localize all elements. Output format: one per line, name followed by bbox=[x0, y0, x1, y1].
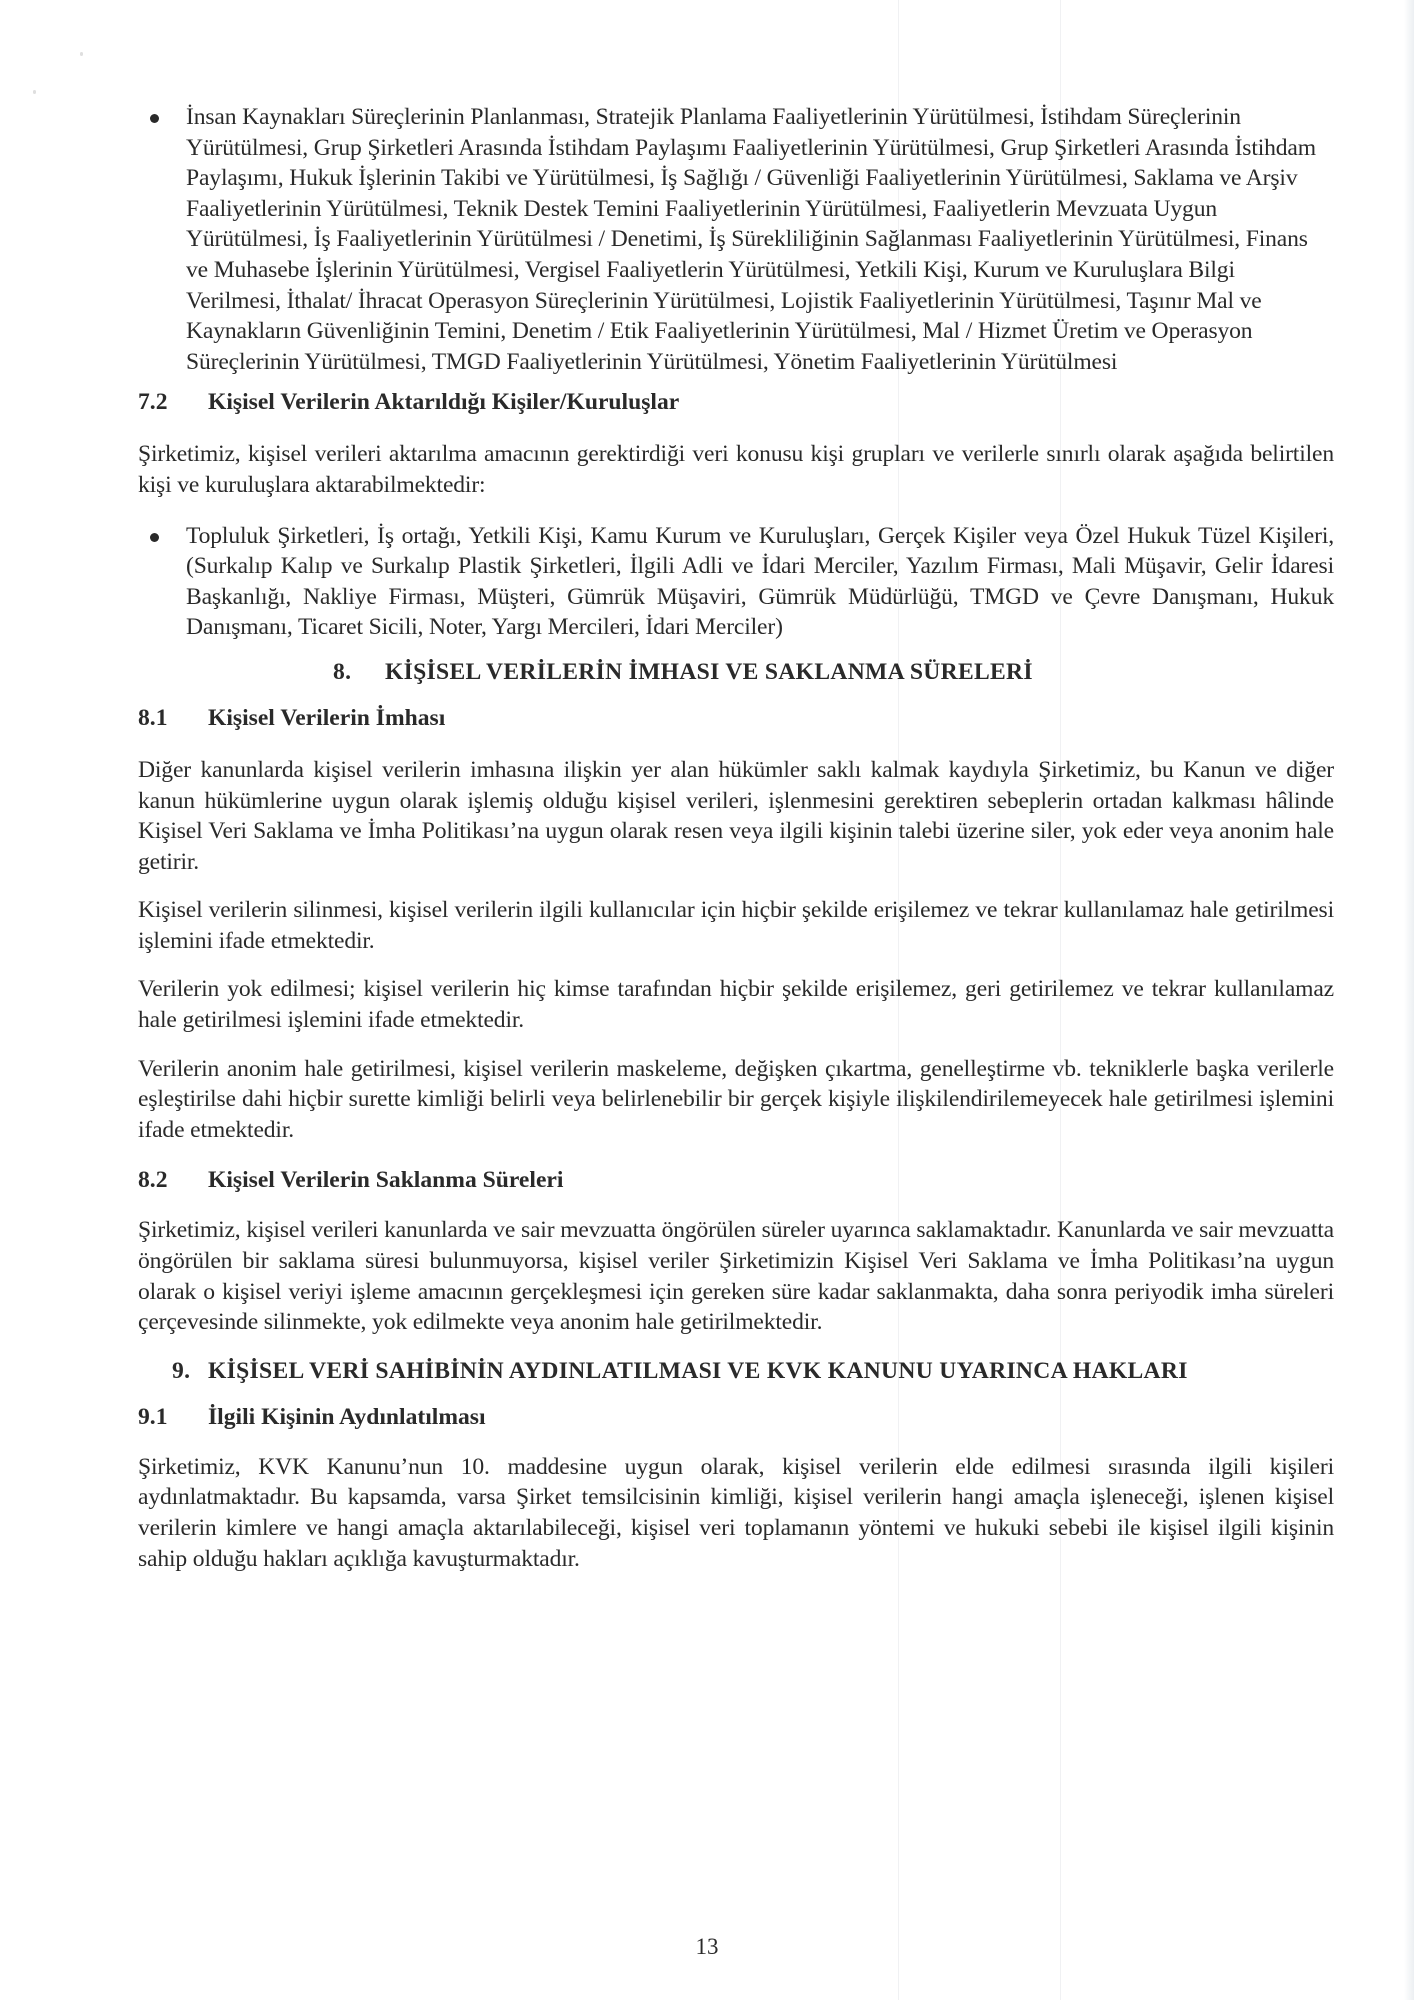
section-number: 8.2 bbox=[138, 1167, 168, 1194]
recipients-bullet-item bbox=[138, 521, 1334, 643]
purpose-bullet-text: İnsan Kaynakları Süreçlerinin Planlanması, Stratejik Planlama Faaliyetlerinin Yürütülmesi, İstihdam Süreçlerinin Yürütülmesi, Grup Şirketleri Arasında İstihdam Paylaşımı Faaliyetlerinin Yürütülmesi, Grup Şirketleri Arasında İstihdam Paylaşımı, Hukuk İşlerinin Takibi ve Yürütülmesi, İş Sağlığı / Güvenliği Faaliyetlerinin Yürütülmesi, Saklama ve Arşiv Faaliyetlerinin Yürütülmesi, Teknik Destek Temini Faaliyetlerinin Yürütülmesi, Faaliyetlerin Mevzuata Uygun Yürütülmesi, İş Faaliyetlerinin Yürütülmesi / Denetimi, İş Sürekliliğinin Sağlanması Faaliyetlerinin Yürütülmesi, Finans ve Muhasebe İşlerinin Yürütülmesi, Vergisel Faaliyetlerin Yürütülmesi, Yetkili Kişi, Kurum ve Kuruluşlara Bilgi Verilmesi, İthalat/ İhracat Operasyon Süreçlerinin Yürütülmesi, Lojistik Faaliyetlerinin Yürütülmesi, Taşınır Mal ve Kaynakların Güvenliğinin Temini, Denetim / Etik Faaliyetlerinin Yürütülmesi, Mal / Hizmet Üretim ve Operasyon Süreçlerinin Yürütülmesi, TMGD Faaliyetlerinin Yürütülmesi, Yönetim Faaliyetlerinin Yürütülmesi bbox=[186, 104, 1316, 375]
paragraph: Verilerin yok edilmesi; kişisel verilerin hiç kimse tarafından hiçbir şekilde erişilemez, geri getirilemez ve tekrar kullanılamaz hale getirilmesi işlemini ifade etmektedir. bbox=[138, 976, 1334, 1034]
section-9-1-heading bbox=[138, 1402, 1334, 1432]
page-number: 13 bbox=[695, 1934, 719, 1959]
paragraph: Kişisel verilerin silinmesi, kişisel verilerin ilgili kullanıcılar için hiçbir şekilde erişilemez ve tekrar kullanılamaz hale getirilmesi işlemini ifade etmektedir. bbox=[138, 897, 1334, 954]
section-title: Kişisel Verilerin Saklanma Süreleri bbox=[208, 1167, 564, 1194]
section-9-heading bbox=[138, 1356, 1334, 1386]
document-body bbox=[138, 100, 1334, 1574]
section-title: İlgili Kişinin Aydınlatılması bbox=[208, 1403, 486, 1430]
section-title: KİŞİSEL VERİ SAHİBİNİN AYDINLATILMASI VE KVK KANUNU UYARINCA HAKLARI bbox=[208, 1357, 1188, 1384]
bullet-icon bbox=[150, 533, 159, 542]
bullet-icon bbox=[150, 114, 159, 123]
section-number: 9. bbox=[172, 1357, 191, 1384]
page-edge-shadow bbox=[1404, 0, 1414, 2000]
paragraph: Şirketimiz, KVK Kanunu’nun 10. maddesine uygun olarak, kişisel verilerin elde edilmesi sırasında ilgili kişileri aydınlatmaktadır. Bu kapsamda, varsa Şirket temsilcisinin kimliği, kişisel verilerin hangi amaçla işleneceği, işlenen kişisel verilerin kimlere ve hangi amaçla aktarılabileceği, kişisel veri toplamanın yöntemi ve hukuki sebebi ile kişisel ilgili kişinin sahip olduğu hakları açıklığa kavuşturmaktadır. bbox=[138, 1453, 1334, 1572]
section-number: 8.1 bbox=[138, 704, 168, 731]
section-7-2-intro: Şirketimiz, kişisel verileri aktarılma amacının gerektirdiği veri konusu kişi grupları ve verilerle sınırlı olarak aşağıda belirtilen kişi ve kuruluşlara aktarabilmektedir: bbox=[138, 441, 1334, 498]
paragraph: Şirketimiz, kişisel verileri kanunlarda ve sair mevzuatta öngörülen süreler uyarınca saklamaktadır. Kanunlarda ve sair mevzuatta öngörülen bir saklama süresi bulunmuyorsa, kişisel veriler Şirketimizin Kişisel Veri Saklama ve İmha Politikası’na uygun olarak o kişisel veriyi işleme amacının gerçekleşmesi için gereken süre kadar saklanmakta, daha sonra periyodik imha süreleri çerçevesinde silinmekte, yok edilmekte veya anonim hale getirilmektedir. bbox=[138, 1217, 1334, 1336]
section-title: Kişisel Verilerin İmhası bbox=[208, 704, 446, 731]
section-title: Kişisel Verilerin Aktarıldığı Kişiler/Kuruluşlar bbox=[208, 389, 680, 416]
paragraph: Diğer kanunlarda kişisel verilerin imhasına ilişkin yer alan hükümler saklı kalmak kaydıyla Şirketimiz, bu Kanun ve diğer kanun hükümlerine uygun olarak işlemiş olduğu kişisel verileri, işlenmesini gerektiren sebeplerin ortadan kalkması hâlinde Kişisel Veri Saklama ve İmha Politikası’na uygun olarak resen veya ilgili kişinin talebi üzerine siler, yok eder veya anonim hale getirir. bbox=[138, 756, 1334, 875]
section-number: 7.2 bbox=[138, 389, 168, 416]
recipients-bullet-text: Topluluk Şirketleri, İş ortağı, Yetkili Kişi, Kamu Kurum ve Kuruluşları, Gerçek Kişiler veya Özel Hukuk Tüzel Kişileri, (Surkalıp Kalıp ve Surkalıp Plastik Şirketleri, İlgili Adli ve İdari Merciler, Yazılım Firması, Mali Müşavir, Gelir İdaresi Başkanlığı, Nakliye Firması, Müşteri, Gümrük Müşaviri, Gümrük Müdürlüğü, TMGD ve Çevre Danışmanı, Hukuk Danışmanı, Ticaret Sicili, Noter, Yargı Mercileri, İdari Merciler) bbox=[186, 522, 1334, 641]
section-8-2-heading bbox=[138, 1165, 1334, 1195]
section-8-heading bbox=[138, 657, 1334, 687]
section-title: KİŞİSEL VERİLERİN İMHASI VE SAKLANMA SÜRELERİ bbox=[385, 658, 1033, 685]
scan-speck bbox=[33, 90, 36, 94]
section-number: 8. bbox=[333, 658, 352, 685]
paragraph: Verilerin anonim hale getirilmesi, kişisel verilerin maskeleme, değişken çıkartma, genelleştirme vb. tekniklerle başka verilerle eşleştirilse dahi hiçbir surette kimliği belirli veya belirlenebilir bir gerçek kişiyle ilişkilendirilemeyecek hale getirilmesi işlemini ifade etmektedir. bbox=[138, 1055, 1334, 1143]
purpose-bullet-item bbox=[138, 102, 1334, 377]
section-8-1-heading bbox=[138, 703, 1334, 733]
section-number: 9.1 bbox=[138, 1403, 168, 1430]
section-7-2-heading bbox=[138, 387, 1334, 417]
scan-speck bbox=[80, 52, 83, 56]
